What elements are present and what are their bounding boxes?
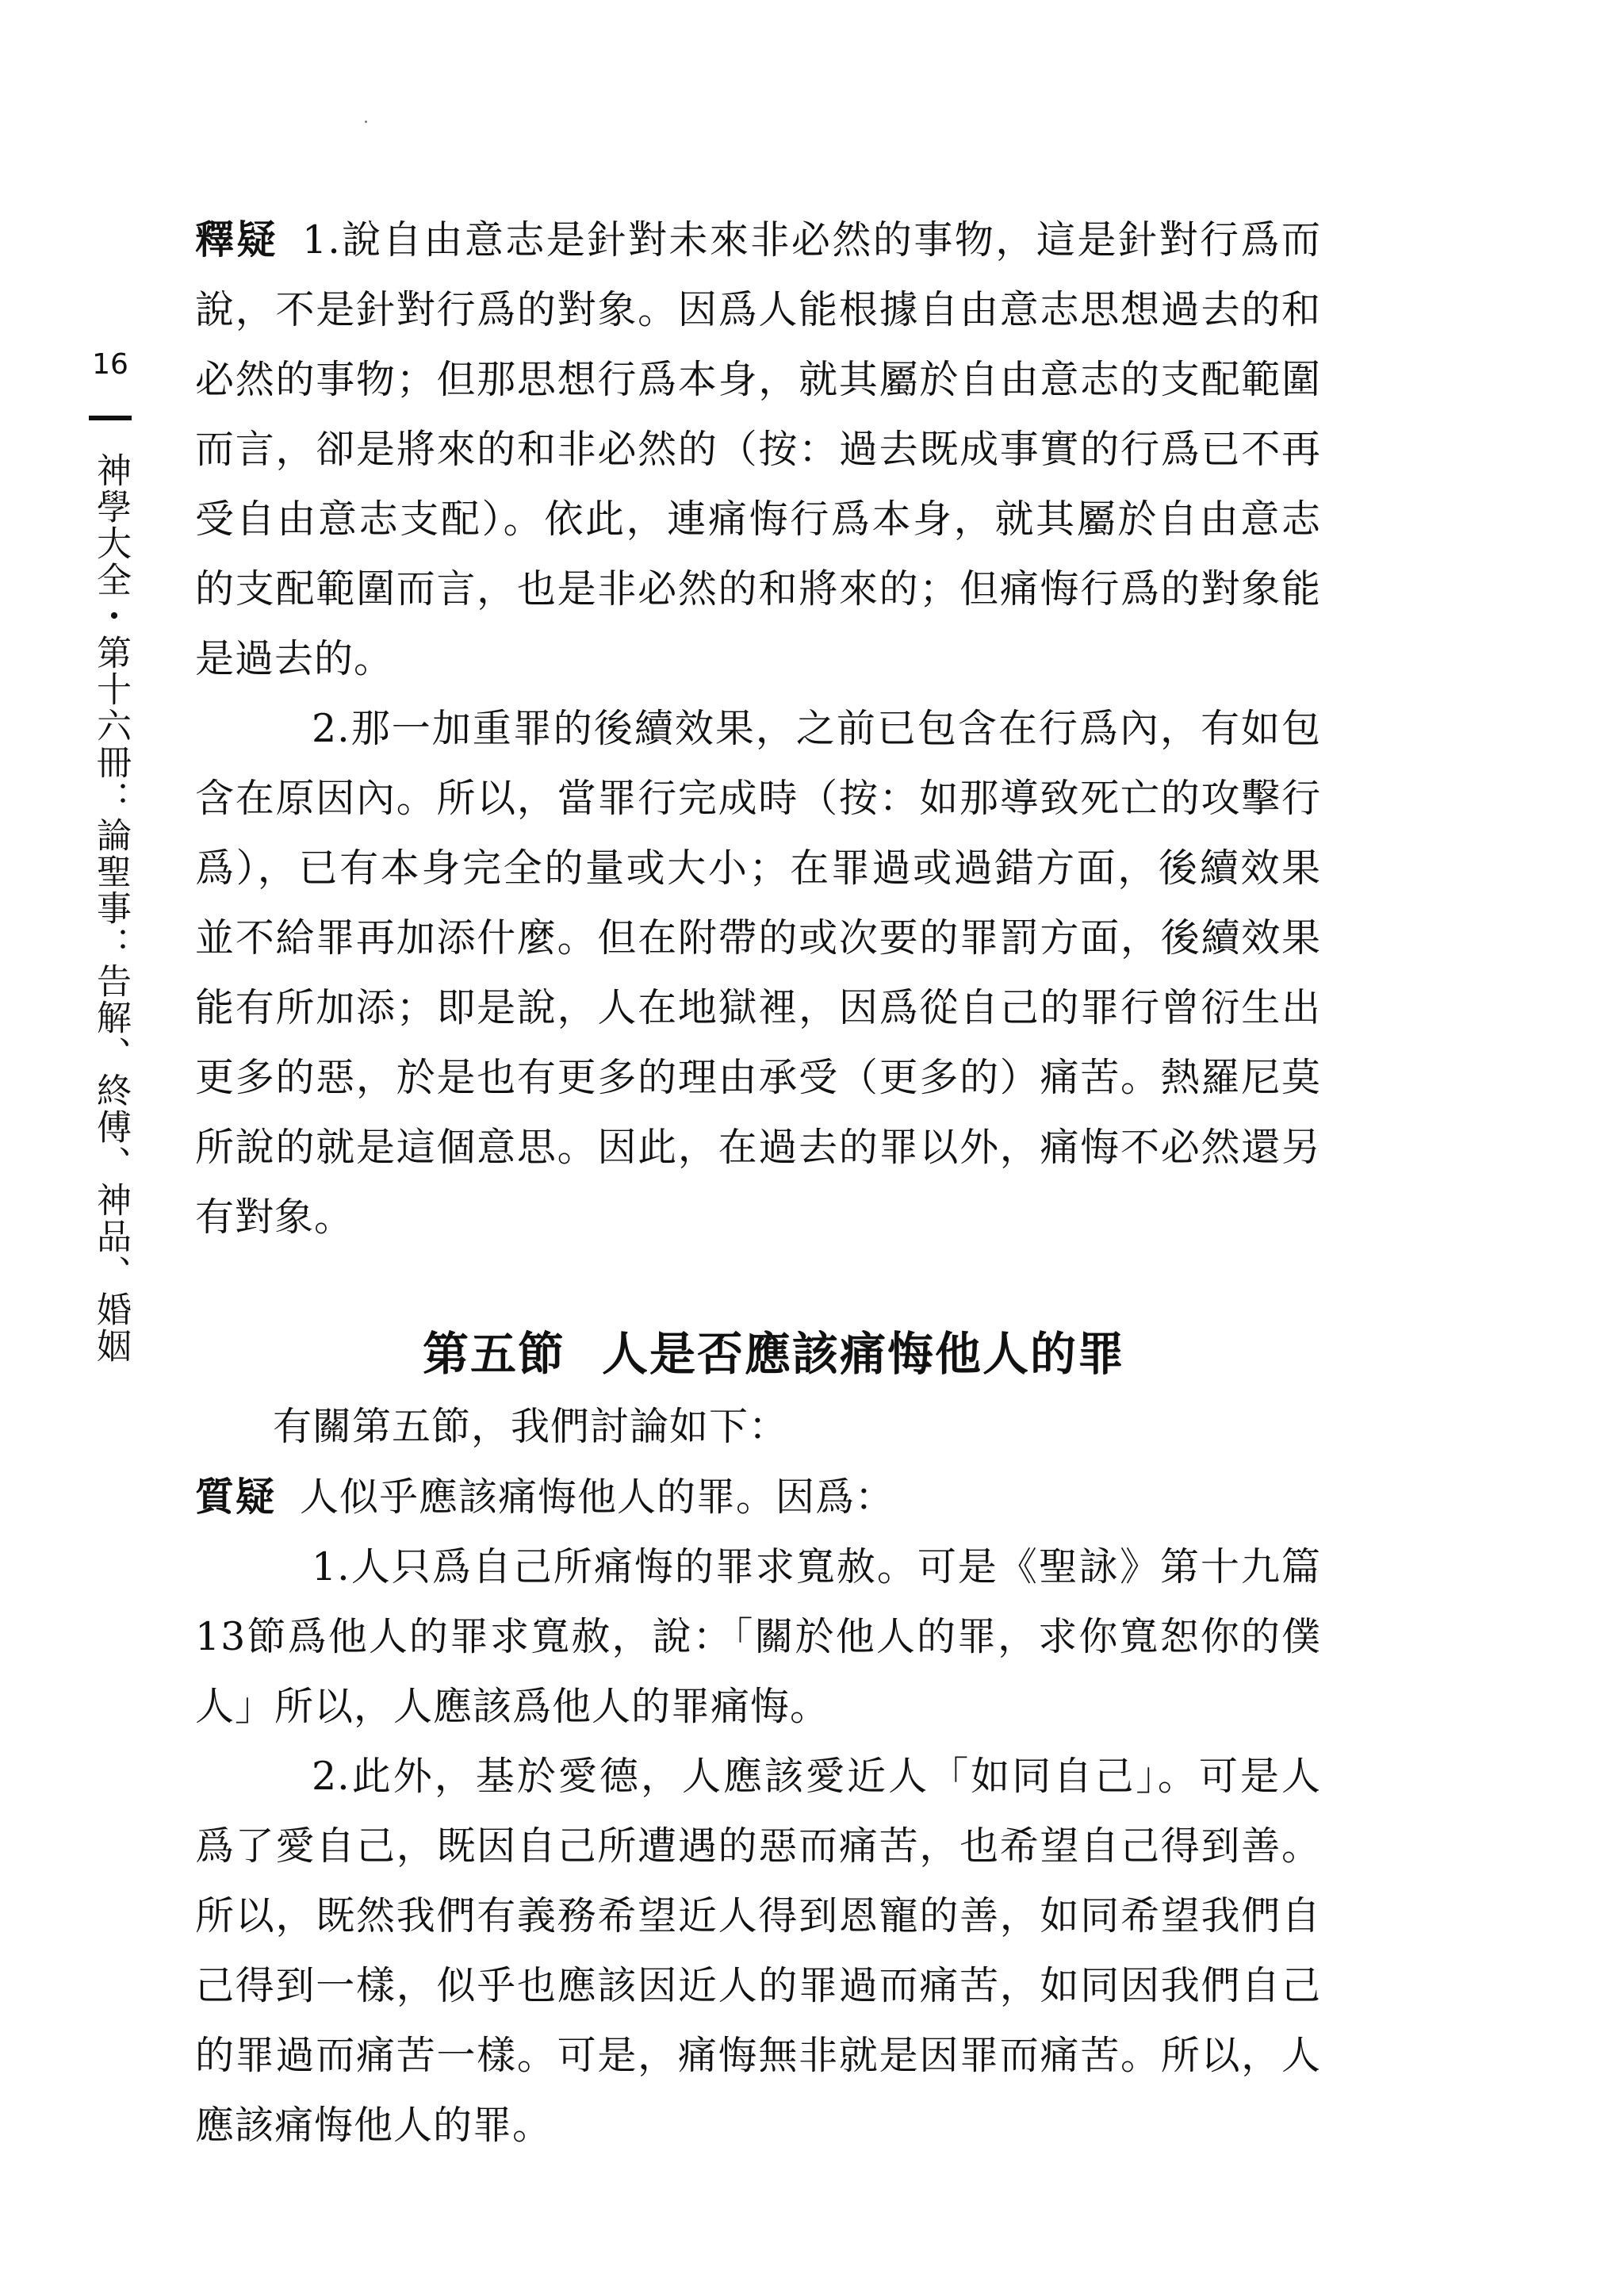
reply-label: 釋疑	[195, 217, 279, 263]
page-number: 16	[92, 348, 128, 381]
scan-speck	[365, 121, 367, 123]
objection-lead	[195, 1462, 1321, 1532]
section-number: 第五節	[422, 1327, 565, 1381]
section-intro: 有關第五節，我們討論如下：	[273, 1404, 789, 1449]
reply-text-1: 1.說自由意志是針對未來非必然的事物，這是針對行爲而說，不是針對行爲的對象。因爲人能根據自由意志思想過去的和必然的事物；但那思想行爲本身，就其屬於自由意志的支配範圍而言，卻是將來的和非必然的（按：過去既成事實的行爲已不再受自由意志支配）。依此，連痛悔行爲本身，就其屬於自由意志的支配範圍而言，也是非必然的和將來的；但痛悔行爲的對象能是過去的。	[195, 217, 1321, 681]
section-title	[195, 1316, 1321, 1392]
running-head: 神學大全・第十六冊：論聖事：告解、終傅、神品、婚姻	[90, 452, 131, 1364]
objection-label: 質疑	[195, 1474, 277, 1520]
objection-lead-text: 人似乎應該痛悔他人的罪。因爲：	[300, 1474, 895, 1520]
objection-paragraph-1: 1.人只爲自己所痛悔的罪求寬赦。可是《聖詠》第十九篇13節爲他人的罪求寬赦，說：「關於他人的罪，求你寬恕你的僕人」所以，人應該爲他人的罪痛悔。	[195, 1544, 1321, 1729]
section-heading: 人是否應該痛悔他人的罪	[602, 1327, 1126, 1381]
objection-paragraph-2: 2.此外，基於愛德，人應該愛近人「如同自己」。可是人爲了愛自己，既因自己所遭遇的惡而痛苦，也希望自己得到善。所以，既然我們有義務希望近人得到恩寵的善，如同希望我們自己得到一樣，似乎也應該因近人的罪過而痛苦，如同因我們自己的罪過而痛苦一樣。可是，痛悔無非就是因罪而痛苦。所以，人應該痛悔他人的罪。	[195, 1754, 1321, 2148]
body-text	[195, 205, 1321, 2161]
margin-rule	[89, 416, 132, 420]
reply-paragraph-1	[195, 205, 1321, 694]
reply-paragraph-2: 2.那一加重罪的後續效果，之前已包含在行爲內，有如包含在原因內。所以，當罪行完成時（按：如那導致死亡的攻擊行爲），已有本身完全的量或大小；在罪過或過錯方面，後續效果並不給罪再加添什麼。但在附帶的或次要的罪罰方面，後續效果能有所加添；即是說，人在地獄裡，因爲從自己的罪行曾衍生出更多的惡，於是也有更多的理由承受（更多的）痛苦。熱羅尼莫所說的就是這個意思。因此，在過去的罪以外，痛悔不必然還另有對象。	[195, 706, 1321, 1240]
